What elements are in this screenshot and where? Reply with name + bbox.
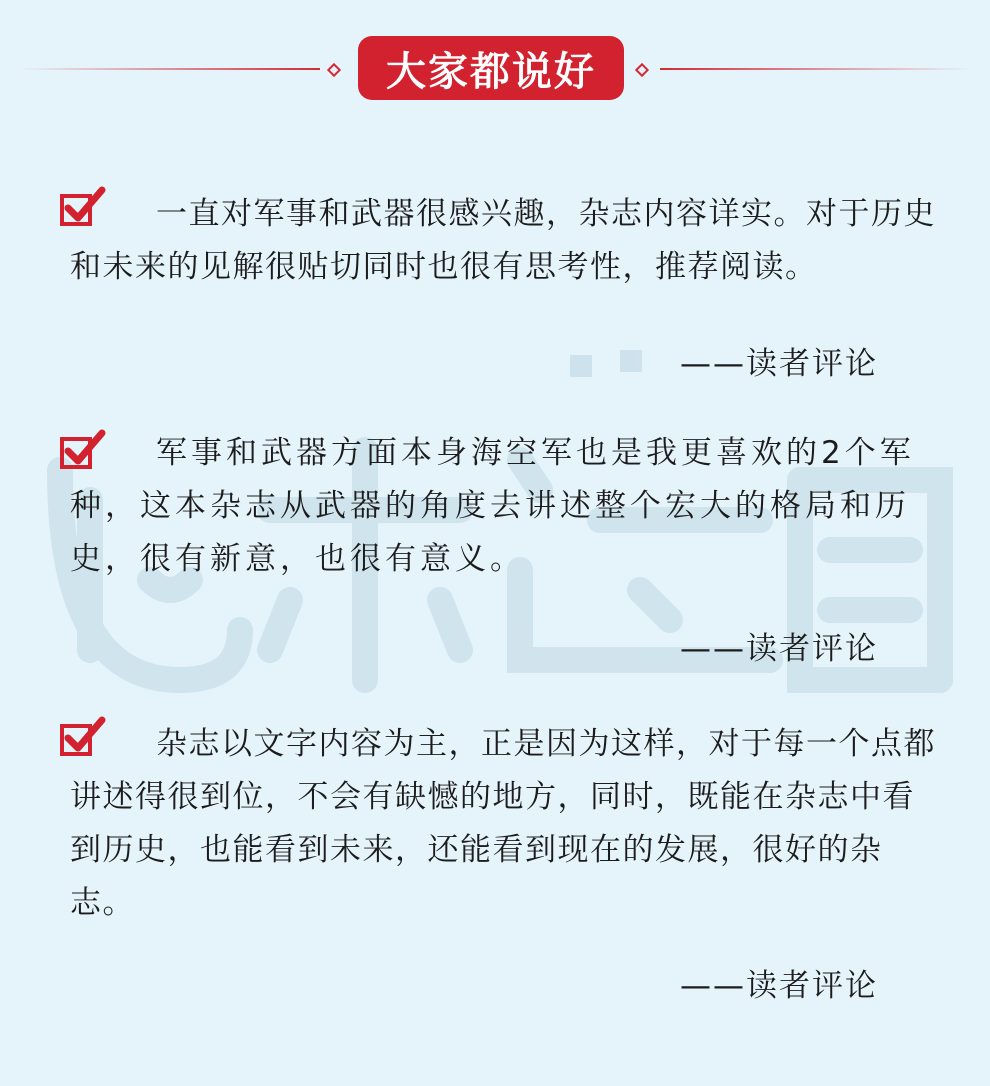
- diamond-icon: [327, 63, 341, 77]
- header-divider-left: [20, 68, 320, 70]
- review-signature: ——读者评论: [680, 968, 878, 1004]
- review-text: 一直对军事和武器很感兴趣，杂志内容详实。对于历史和未来的见解很贴切同时也很有思考性，推荐阅读。: [70, 196, 936, 285]
- review-text: 杂志以文字内容为主，正是因为这样，对于每一个点都讲述得很到位，不会有缺憾的地方，同时，既能在杂志中看到历史，也能看到未来，还能看到现在的发展，很好的杂志。: [70, 726, 936, 921]
- diamond-icon: [635, 63, 649, 77]
- section-header: [0, 36, 990, 102]
- header-divider-right: [660, 68, 970, 70]
- review-text: 军事和武器方面本身海空军也是我更喜欢的2个军种，这本杂志从武器的角度去讲述整个宏大的格局和历史，很有新意，也很有意义。: [70, 435, 915, 577]
- review-signature: ——读者评论: [680, 346, 878, 382]
- section-title: 大家都说好: [358, 36, 624, 100]
- review-signature: ——读者评论: [680, 631, 878, 667]
